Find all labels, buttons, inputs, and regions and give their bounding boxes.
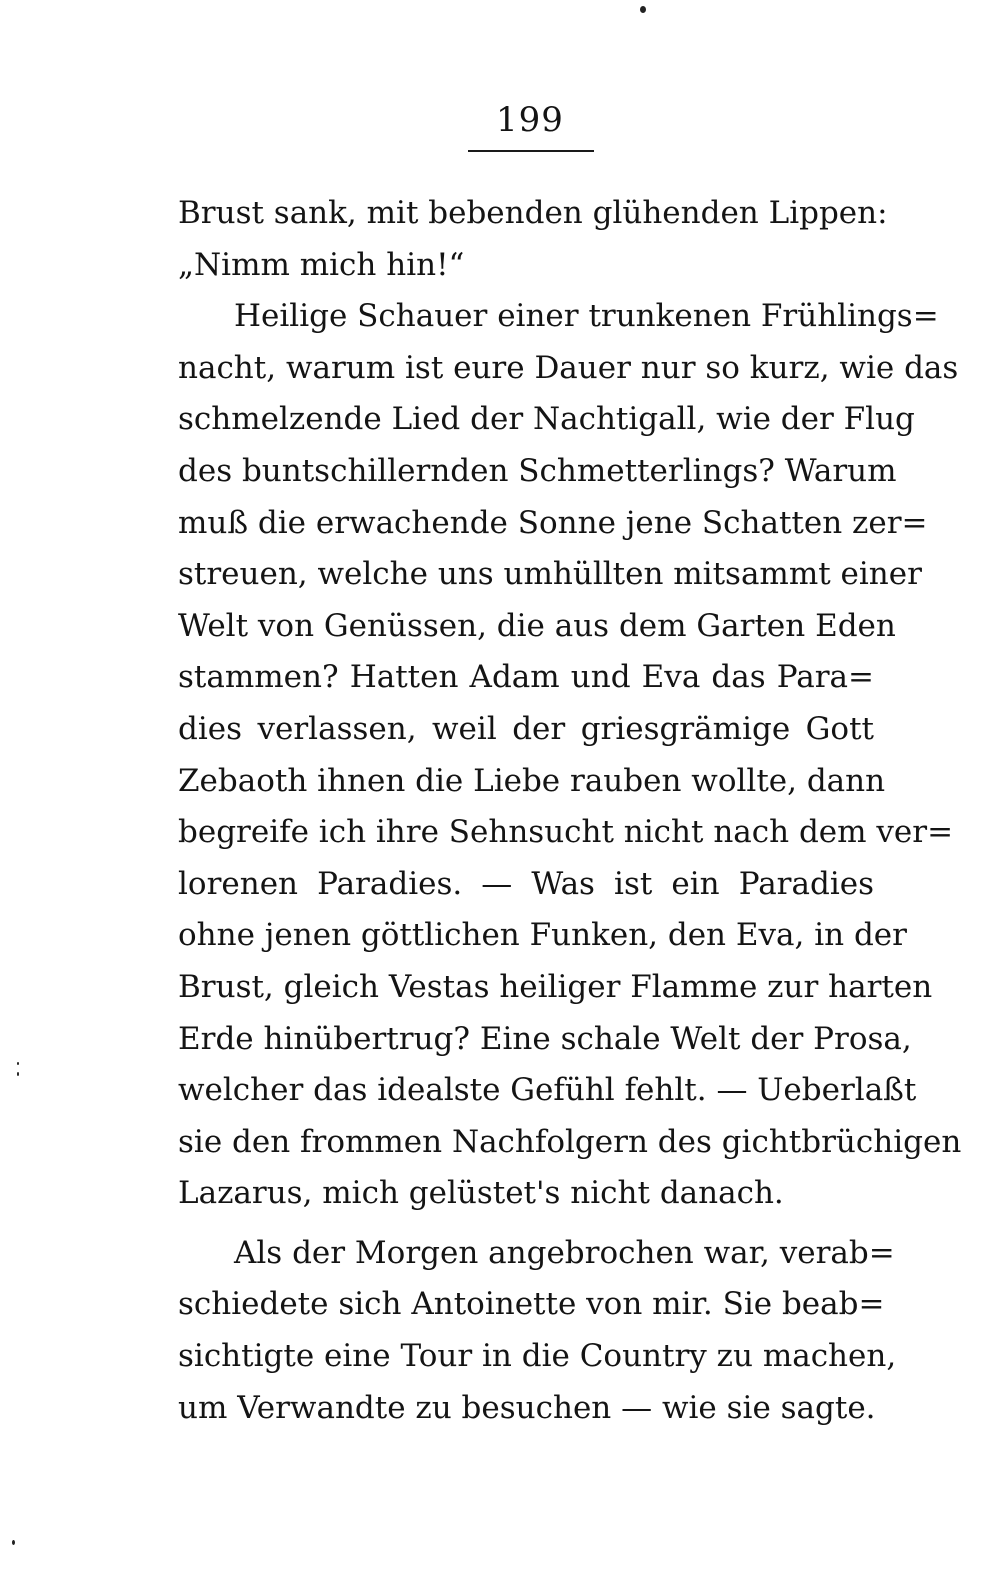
text-line: schiedete sich Antoinette von mir. Sie beab= <box>178 1286 885 1323</box>
text-line: Brust, gleich Vestas heiliger Flamme zur harten <box>178 968 933 1005</box>
print-speck <box>17 1072 19 1076</box>
text-line: welcher das idealste Gefühl fehlt. — Ueberlaßt <box>178 1072 917 1109</box>
print-speck <box>17 1062 19 1065</box>
paragraph <box>178 1228 897 1434</box>
text-line: Lazarus, mich gelüstet's nicht danach. <box>178 1175 784 1212</box>
text-line: sie den frommen Nachfolgern des gichtbrüchigen <box>178 1123 962 1160</box>
text-line: „Nimm mich hin!“ <box>178 246 465 283</box>
text-line: Welt von Genüssen, die aus dem Garten Eden <box>178 607 896 644</box>
text-line: begreife ich ihre Sehnsucht nicht nach dem ver= <box>178 814 954 851</box>
paragraph <box>178 188 888 291</box>
paragraph <box>178 291 962 1220</box>
text-line: stammen? Hatten Adam und Eva das Para= <box>178 659 874 696</box>
text-line: Zebaoth ihnen die Liebe rauben wollte, dann <box>178 762 886 799</box>
text-line: Als der Morgen angebrochen war, verab= <box>234 1234 895 1271</box>
text-line: muß die erwachende Sonne jene Schatten zer= <box>178 504 928 541</box>
text-line: um Verwandte zu besuchen — wie sie sagte. <box>178 1389 876 1426</box>
text-line: schmelzende Lied der Nachtigall, wie der Flug <box>178 401 915 438</box>
header-rule <box>468 150 594 152</box>
print-speck <box>12 1540 15 1545</box>
text-line: ohne jenen göttlichen Funken, den Eva, in der <box>178 917 907 954</box>
text-line: streuen, welche uns umhüllten mitsammt einer <box>178 556 922 593</box>
text-line: Heilige Schauer einer trunkenen Frühlings= <box>234 298 939 335</box>
text-line: Brust sank, mit bebenden glühenden Lippen: <box>178 195 888 231</box>
text-line: sichtigte eine Tour in die Country zu machen, <box>178 1338 897 1375</box>
text-line: Erde hinübertrug? Eine schale Welt der Prosa, <box>178 1020 912 1057</box>
text-line: nacht, warum ist eure Dauer nur so kurz, wie das <box>178 349 959 386</box>
body-text <box>178 188 962 1434</box>
paragraph-gap <box>178 1220 874 1228</box>
text-line: dies verlassen, weil der griesgrämige Gott <box>178 710 874 747</box>
text-line: lorenen Paradies. — Was ist ein Paradies <box>178 865 874 902</box>
page-number: 199 <box>496 100 564 140</box>
text-line: des buntschillernden Schmetterlings? Warum <box>178 452 897 489</box>
print-speck <box>640 6 646 13</box>
